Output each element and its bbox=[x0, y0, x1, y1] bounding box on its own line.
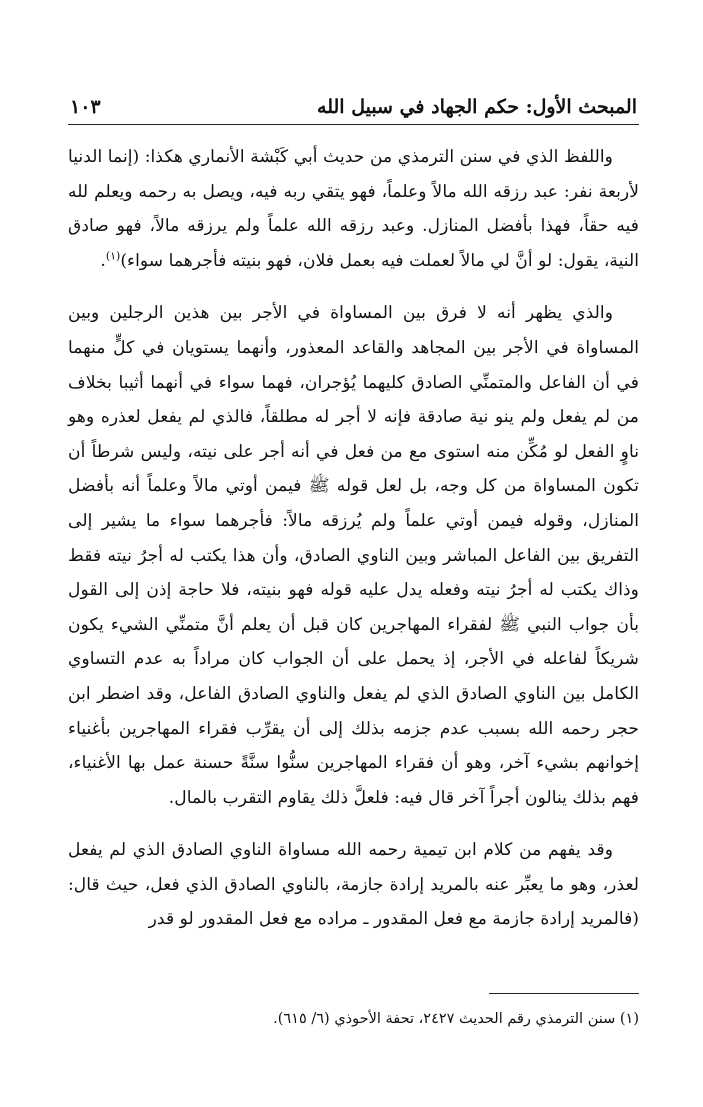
paragraph-1-end: . bbox=[100, 250, 106, 271]
paragraph-2: والذي يظهر أنه لا فرق بين المساواة في الأجر بين هذين الرجلين وبين المساواة في الأجر بين المجاهد والقاعد المعذور، وأنهما يستويان في كلٍّ منهما في أن الفاعل والمتمنِّي الصادق كليهما يُؤجران، فهما سواء في أنهما أثيبا بخلاف من لم يفعل ولم ينو نية صادقة فإنه لا أجر له مطلقاً، فالذي لم يفعل لعذره وهو ناوٍ الفعل لو مُكِّن منه استوى مع من فعل في أنه أجر على نيته، وليس شرطاً أن تكون المساواة من كل وجه، بل لعل قوله ﷺ فيمن أوتي مالاً وعلماً أنه بأفضل المنازل، وقوله فيمن أوتي علماً ولم يُرزقه مالاً: فأجرهما سواء ما يشير إلى التفريق بين الفاعل المباشر وبين الناوي الصادق، وأن هذا يكتب له أجرُ نيته فقط وذاك يكتب له أجرُ نيته وفعله يدل عليه قوله فهو بنيته، فلا حاجة إذن إلى القول بأن جواب النبي ﷺ لفقراء المهاجرين كان قبل أن يعلم أنَّ متمنِّي الشيء يكون شريكاً لفاعله في الأجر، إذ يحمل على أن الجواب كان مراداً به عدم التساوي الكامل بين الناوي الصادق الذي لم يفعل والناوي الصادق الفاعل، وقد اضطر ابن حجر رحمه الله بسبب عدم جزمه بذلك إلى أن يقرِّب فقراء المهاجرين بأغنياء إخوانهم بشيء آخر، وهو أن فقراء المهاجرين سنُّوا سنَّةً حسنة عمل بها الأغنياء، فهم بذلك ينالون أجراً آخر قال فيه: فلعلَّ ذلك يقاوم التقرب بالمال. bbox=[68, 303, 639, 808]
page-number: ١٠٣ bbox=[70, 96, 101, 118]
paragraph-1 bbox=[68, 140, 639, 278]
paragraph-1-text: واللفظ الذي في سنن الترمذي من حديث أبي كَبْشة الأنماري هكذا: (إنما الدنيا لأربعة نفر: عبد رزقه الله مالاً وعلماً، فهو يتقي ربه فيه، ويصل به رحمه ويعلم لله فيه حقاً، فهذا بأفضل المنازل. وعبد رزقه الله علماً ولم يرزقه مالاً، فهو صادق النية، يقول: لو أنَّ لي مالاً لعملت فيه بعمل فلان، فهو بنيته فأجرهما سواء) bbox=[68, 147, 639, 271]
footnote-1: (١) سنن الترمذي رقم الحديث ٢٤٢٧، تحفة الأحوذي (٦/ ٦١٥). bbox=[273, 1011, 639, 1027]
page-header bbox=[70, 88, 637, 118]
paragraph-3: وقد يفهم من كلام ابن تيمية رحمه الله مساواة الناوي الصادق الذي لم يفعل لعذر، وهو ما يعبِّر عنه بالمريد إرادة جازمة، بالناوي الصادق الذي فعل، حيث قال: (فالمريد إرادة جازمة مع فعل المقدور ـ مراده مع فعل المقدور لو قدر bbox=[68, 840, 639, 930]
main-text bbox=[68, 140, 639, 955]
running-title: المبحث الأول: حكم الجهاد في سبيل الله bbox=[317, 96, 637, 118]
footnote-reference: (١) bbox=[105, 249, 121, 263]
footnote-divider bbox=[489, 993, 639, 994]
header-divider bbox=[68, 124, 639, 125]
